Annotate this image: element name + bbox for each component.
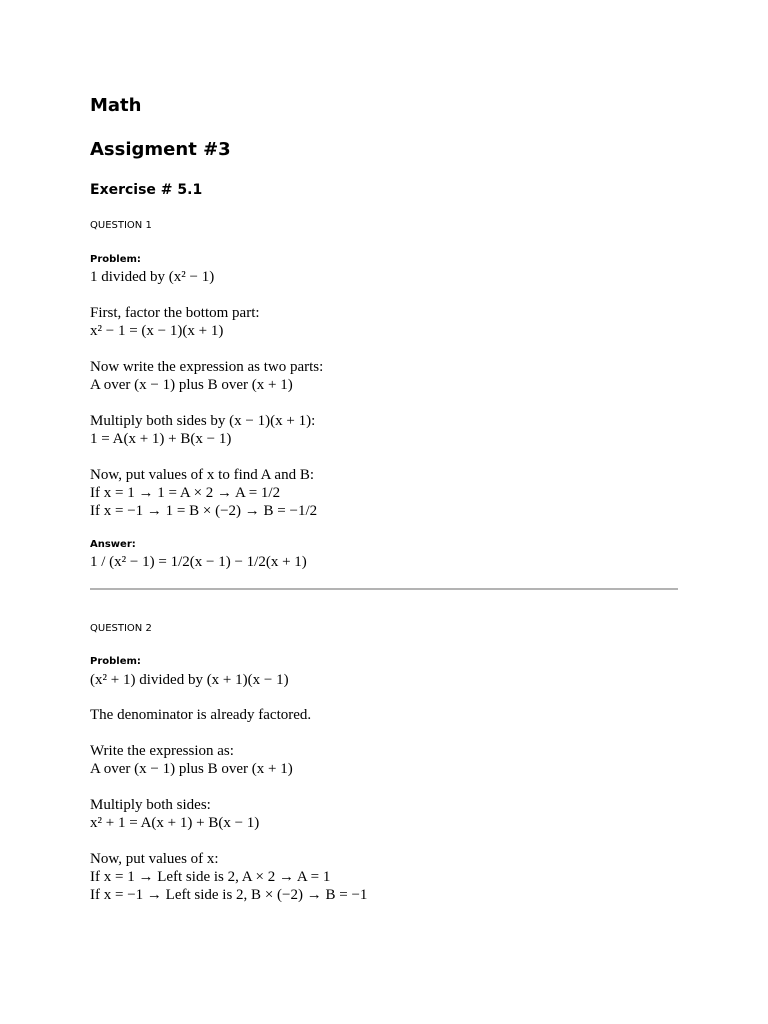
question-2-line-3: A over (x − 1) plus B over (x + 1) bbox=[90, 761, 293, 777]
question-1-problem-label: Problem: bbox=[90, 254, 141, 265]
question-2-line-7: If x = 1 → Left side is 2, A × 2 → A = 1 bbox=[90, 869, 331, 885]
document-title: Math bbox=[90, 95, 142, 116]
question-2-line-5: x² + 1 = A(x + 1) + B(x − 1) bbox=[90, 815, 260, 831]
question-1-line-7: Now, put values of x to find A and B: bbox=[90, 467, 315, 483]
question-2-line-2: Write the expression as: bbox=[90, 743, 234, 759]
question-2-line-8: If x = −1 → Left side is 2, B × (−2) → B = −1 bbox=[90, 887, 368, 903]
question-1-line-4: A over (x − 1) plus B over (x + 1) bbox=[90, 377, 293, 393]
question-1-line-1: First, factor the bottom part: bbox=[90, 305, 260, 321]
question-1-answer-label: Answer: bbox=[90, 539, 136, 550]
exercise-heading: Exercise # 5.1 bbox=[90, 182, 203, 198]
question-2-problem: (x² + 1) divided by (x + 1)(x − 1) bbox=[90, 672, 289, 688]
section-divider bbox=[90, 588, 678, 590]
question-1-answer: 1 / (x² − 1) = 1/2(x − 1) − 1/2(x + 1) bbox=[90, 554, 307, 570]
question-2-line-1: The denominator is already factored. bbox=[90, 707, 312, 723]
assignment-heading: Assigment #3 bbox=[90, 139, 231, 160]
question-1-line-2: x² − 1 = (x − 1)(x + 1) bbox=[90, 323, 224, 339]
question-1-heading: QUESTION 1 bbox=[90, 220, 152, 231]
question-1-line-3: Now write the expression as two parts: bbox=[90, 359, 324, 375]
question-2-heading: QUESTION 2 bbox=[90, 623, 152, 634]
question-2-line-4: Multiply both sides: bbox=[90, 797, 211, 813]
question-2-line-6: Now, put values of x: bbox=[90, 851, 219, 867]
question-1-line-5: Multiply both sides by (x − 1)(x + 1): bbox=[90, 413, 316, 429]
question-2-problem-label: Problem: bbox=[90, 656, 141, 667]
question-1-line-8: If x = 1 → 1 = A × 2 → A = 1/2 bbox=[90, 485, 281, 501]
question-1-problem: 1 divided by (x² − 1) bbox=[90, 269, 215, 285]
question-1-line-6: 1 = A(x + 1) + B(x − 1) bbox=[90, 431, 232, 447]
question-1-line-9: If x = −1 → 1 = B × (−2) → B = −1/2 bbox=[90, 503, 318, 519]
